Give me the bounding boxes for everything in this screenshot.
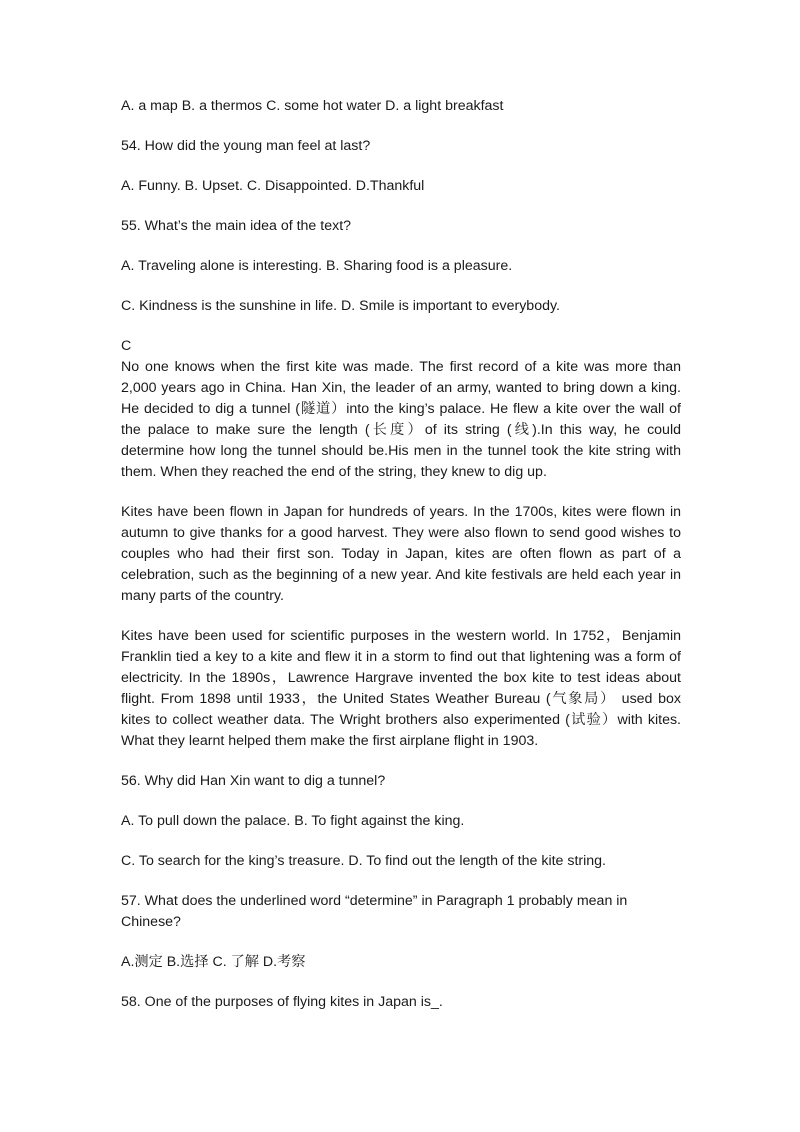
q56-options-ab: A. To pull down the palace. B. To fight against the king. [121,813,465,829]
q55-options-cd: C. Kindness is the sunshine in life. D. Smile is important to everybody. [121,298,560,314]
q53-options: A. a map B. a thermos C. some hot water D. a light breakfast [121,98,504,114]
document-body [121,96,681,1013]
q54-options: A. Funny. B. Upset. C. Disappointed. D.Thankful [121,178,425,194]
question-54: 54. How did the young man feel at last? [121,138,371,154]
question-58: 58. One of the purposes of flying kites in Japan is_. [121,994,443,1010]
passage-paragraph-2: Kites have been flown in Japan for hundreds of years. In the 1700s, kites were flown in autumn to give thanks for a good harvest. They were also flown to send good wishes to couples who had their first son. Today in Japan, kites are often flown as part of a celebration, such as the beginning of a new year. And kite festivals are held each year in many parts of the country. [121,504,681,604]
q55-options-ab: A. Traveling alone is interesting. B. Sharing food is a pleasure. [121,258,513,274]
passage-paragraph-3: Kites have been used for scientific purposes in the western world. In 1752，Benjamin Franklin tied a key to a kite and flew it in a storm to find out that lightening was a form of electricity. In the 1890s，Lawrence Hargrave invented the box kite to test ideas about flight. From 1898 until 1933，the United States Weather Bureau (气象局） used box kites to collect weather data. The Wright brothers also experimented (试验）with kites. What they learnt helped them make the first airplane flight in 1903. [121,628,681,749]
passage-paragraph-1: No one knows when the first kite was made. The first record of a kite was more than 2,000 years ago in China. Han Xin, the leader of an army, wanted to bring down a king. He decided to dig a tunnel (隧道）into the king’s palace. He flew a kite over the wall of the palace to make sure the length (长度）of its string (线).In this way, he could determine how long the tunnel should be.His men in the tunnel took the kite string with them. When they reached the end of the string, they knew to dig up. [121,359,681,480]
question-56: 56. Why did Han Xin want to dig a tunnel? [121,773,386,789]
question-55: 55. What’s the main idea of the text? [121,218,352,234]
question-57: 57. What does the underlined word “determine” in Paragraph 1 probably mean in Chinese? [121,893,628,930]
section-heading-c: C [121,338,132,354]
q56-options-cd: C. To search for the king’s treasure. D. To find out the length of the kite string. [121,853,607,869]
q57-options: A.测定 B.选择 C. 了解 D.考察 [121,954,306,970]
